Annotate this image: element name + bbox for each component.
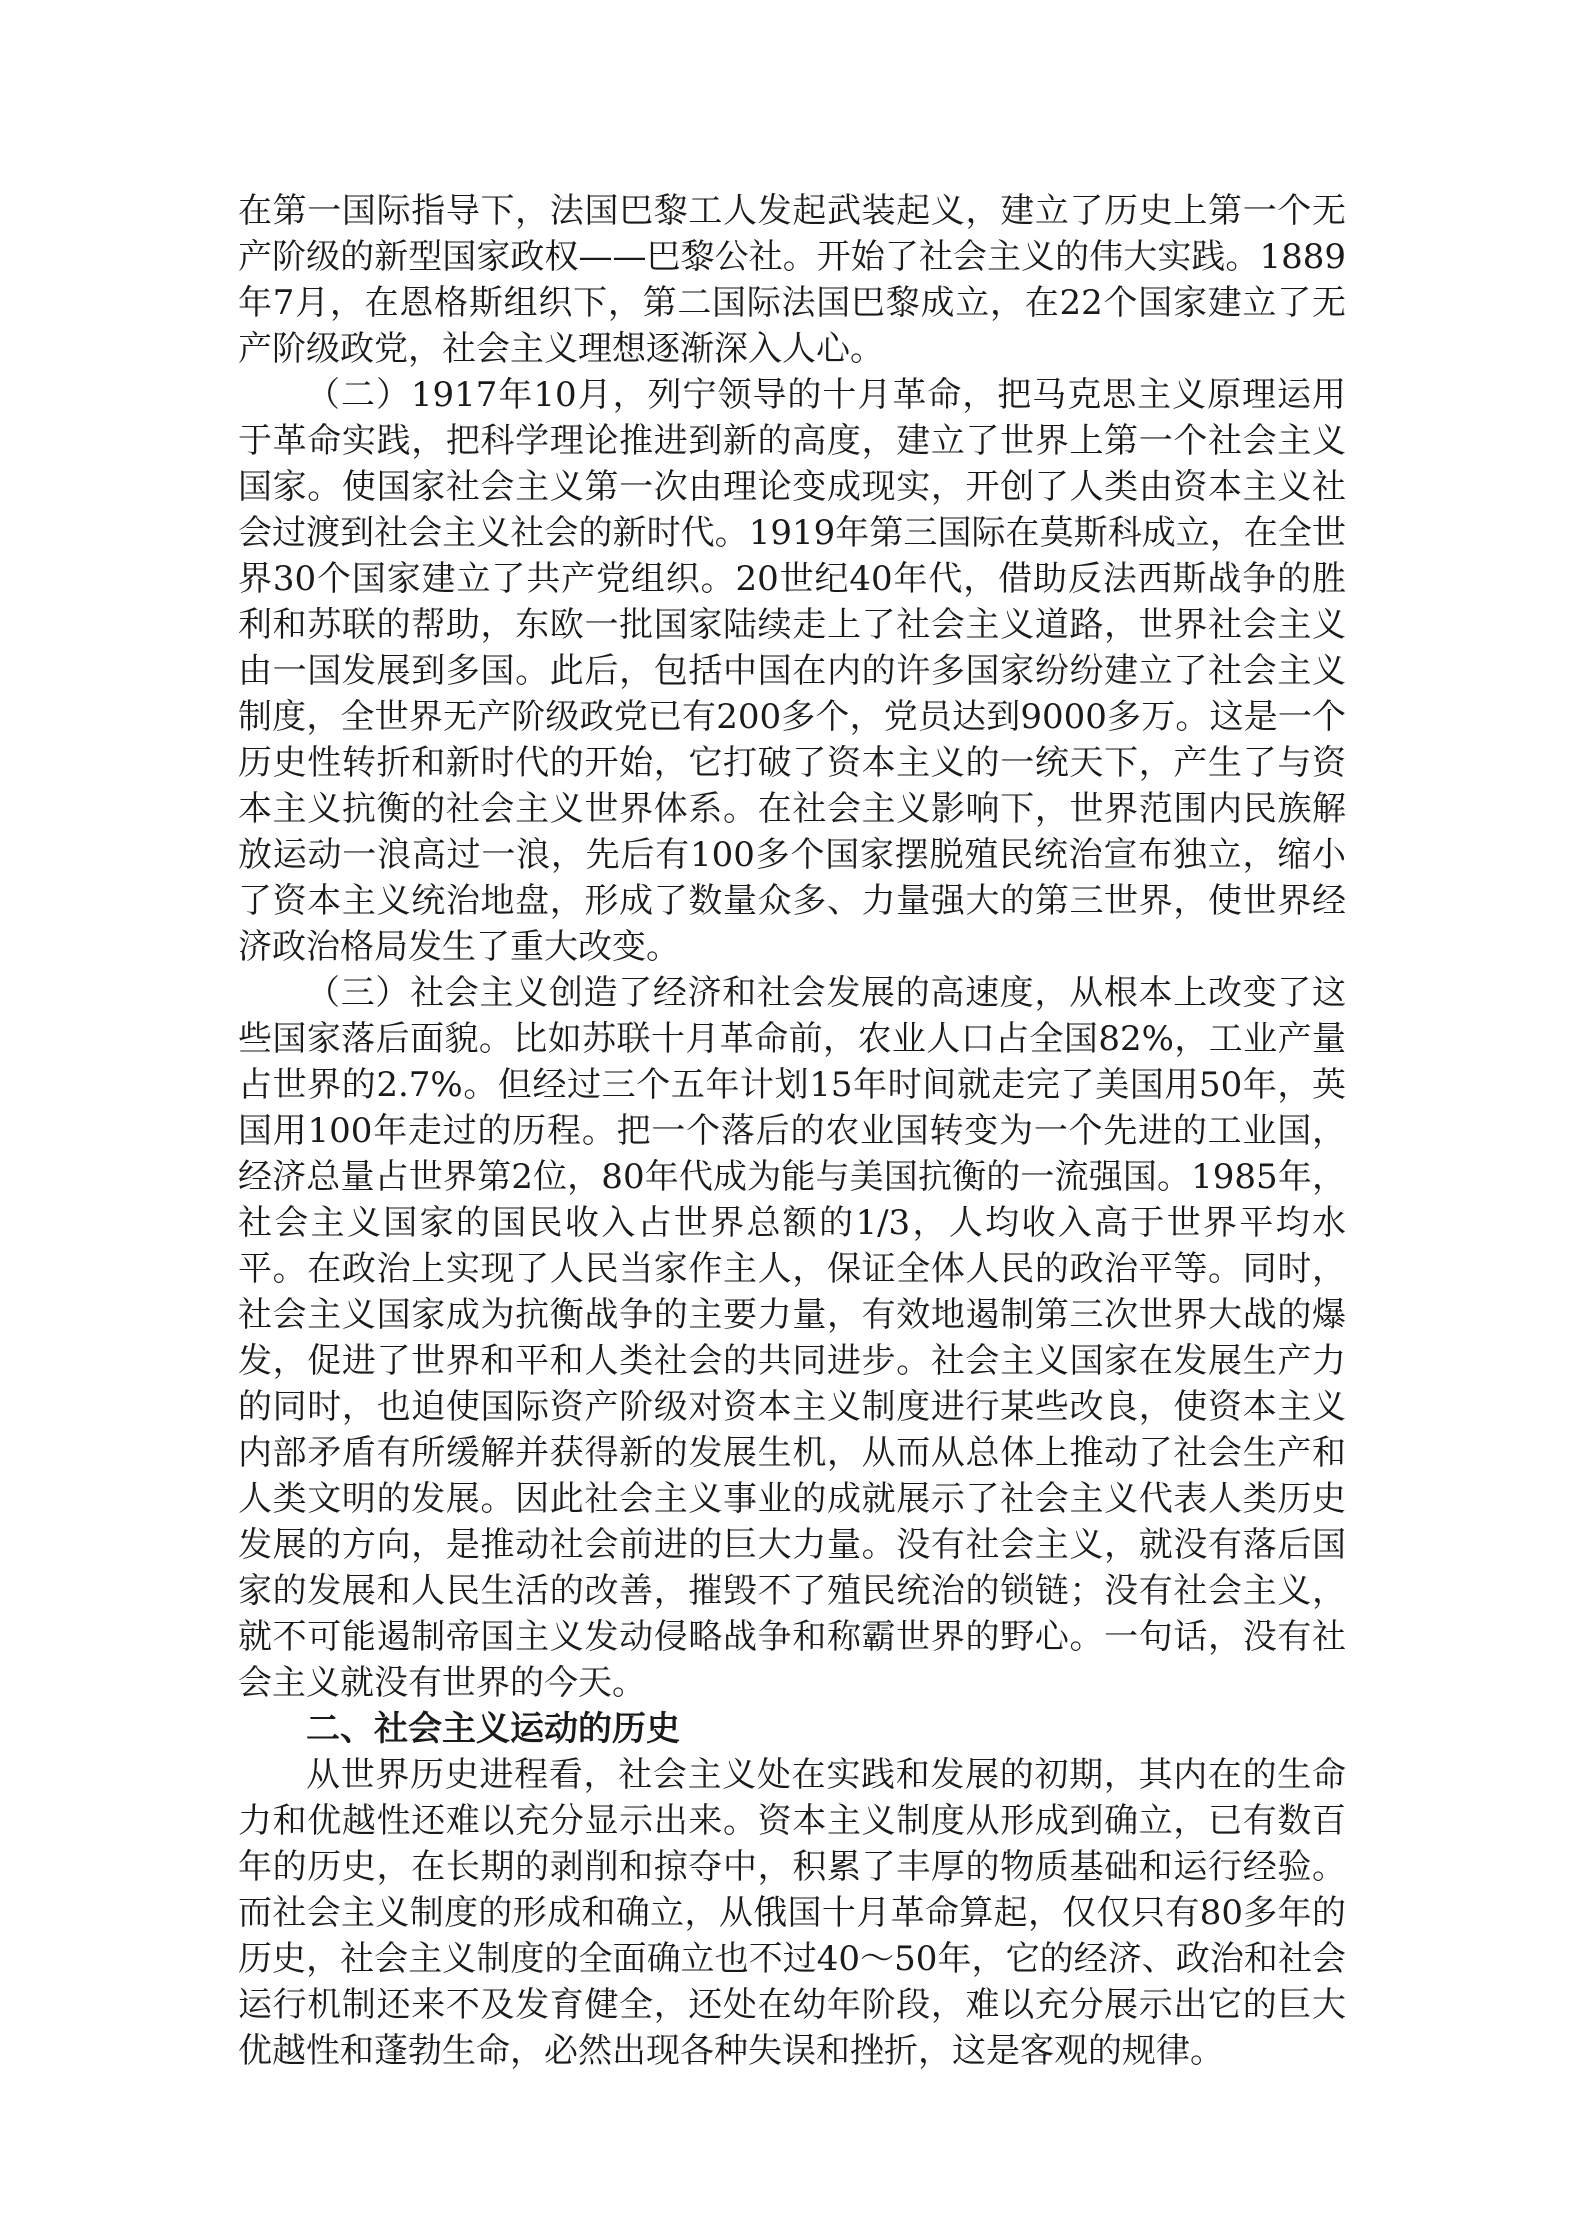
section-heading: 二、社会主义运动的历史	[306, 1709, 680, 1749]
paragraph-history: 从世界历史进程看，社会主义处在实践和发展的初期，其内在的生命力和优越性还难以充分显示出来。资本主义制度从形成到确立，已有数百年的历史，在长期的剥削和掠夺中，积累了丰厚的物质基础和运行经验。而社会主义制度的形成和确立，从俄国十月革命算起，仅仅只有80多年的历史，社会主义制度的全面确立也不过40～50年，它的经济、政治和社会运行机制还来不及发育健全，还处在幼年阶段，难以充分展示出它的巨大优越性和蓬勃生命，必然出现各种失误和挫折，这是客观的规律。	[238, 1755, 1346, 2071]
document-body	[238, 188, 1346, 2074]
paragraph-economic-development: （三）社会主义创造了经济和社会发展的高速度，从根本上改变了这些国家落后面貌。比如苏联十月革命前，农业人口占全国82%，工业产量占世界的2.7%。但经过三个五年计划15年时间就走完了美国用50年，英国用100年走过的历程。把一个落后的农业国转变为一个先进的工业国，经济总量占世界第2位，80年代成为能与美国抗衡的一流强国。1985年，社会主义国家的国民收入占世界总额的1/3，人均收入高于世界平均水平。在政治上实现了人民当家作主人，保证全体人民的政治平等。同时，社会主义国家成为抗衡战争的主要力量，有效地遏制第三次世界大战的爆发，促进了世界和平和人类社会的共同进步。社会主义国家在发展生产力的同时，也迫使国际资产阶级对资本主义制度进行某些改良，使资本主义内部矛盾有所缓解并获得新的发展生机，从而从总体上推动了社会生产和人类文明的发展。因此社会主义事业的成就展示了社会主义代表人类历史发展的方向，是推动社会前进的巨大力量。没有社会主义，就没有落后国家的发展和人民生活的改善，摧毁不了殖民统治的锁链；没有社会主义，就不可能遏制帝国主义发动侵略战争和称霸世界的野心。一句话，没有社会主义就没有世界的今天。	[238, 973, 1346, 1703]
paragraph-continuation: 在第一国际指导下，法国巴黎工人发起武装起义，建立了历史上第一个无产阶级的新型国家政权——巴黎公社。开始了社会主义的伟大实践。1889年7月，在恩格斯组织下，第二国际法国巴黎成立，在22个国家建立了无产阶级政党，社会主义理想逐渐深入人心。	[238, 191, 1346, 369]
paragraph-october-revolution: （二）1917年10月，列宁领导的十月革命，把马克思主义原理运用于革命实践，把科学理论推进到新的高度，建立了世界上第一个社会主义国家。使国家社会主义第一次由理论变成现实，开创了人类由资本主义社会过渡到社会主义社会的新时代。1919年第三国际在莫斯科成立，在全世界30个国家建立了共产党组织。20世纪40年代，借助反法西斯战争的胜利和苏联的帮助，东欧一批国家陆续走上了社会主义道路，世界社会主义由一国发展到多国。此后，包括中国在内的许多国家纷纷建立了社会主义制度，全世界无产阶级政党已有200多个，党员达到9000多万。这是一个历史性转折和新时代的开始，它打破了资本主义的一统天下，产生了与资本主义抗衡的社会主义世界体系。在社会主义影响下，世界范围内民族解放运动一浪高过一浪，先后有100多个国家摆脱殖民统治宣布独立，缩小了资本主义统治地盘，形成了数量众多、力量强大的第三世界，使世界经济政治格局发生了重大改变。	[238, 375, 1346, 967]
